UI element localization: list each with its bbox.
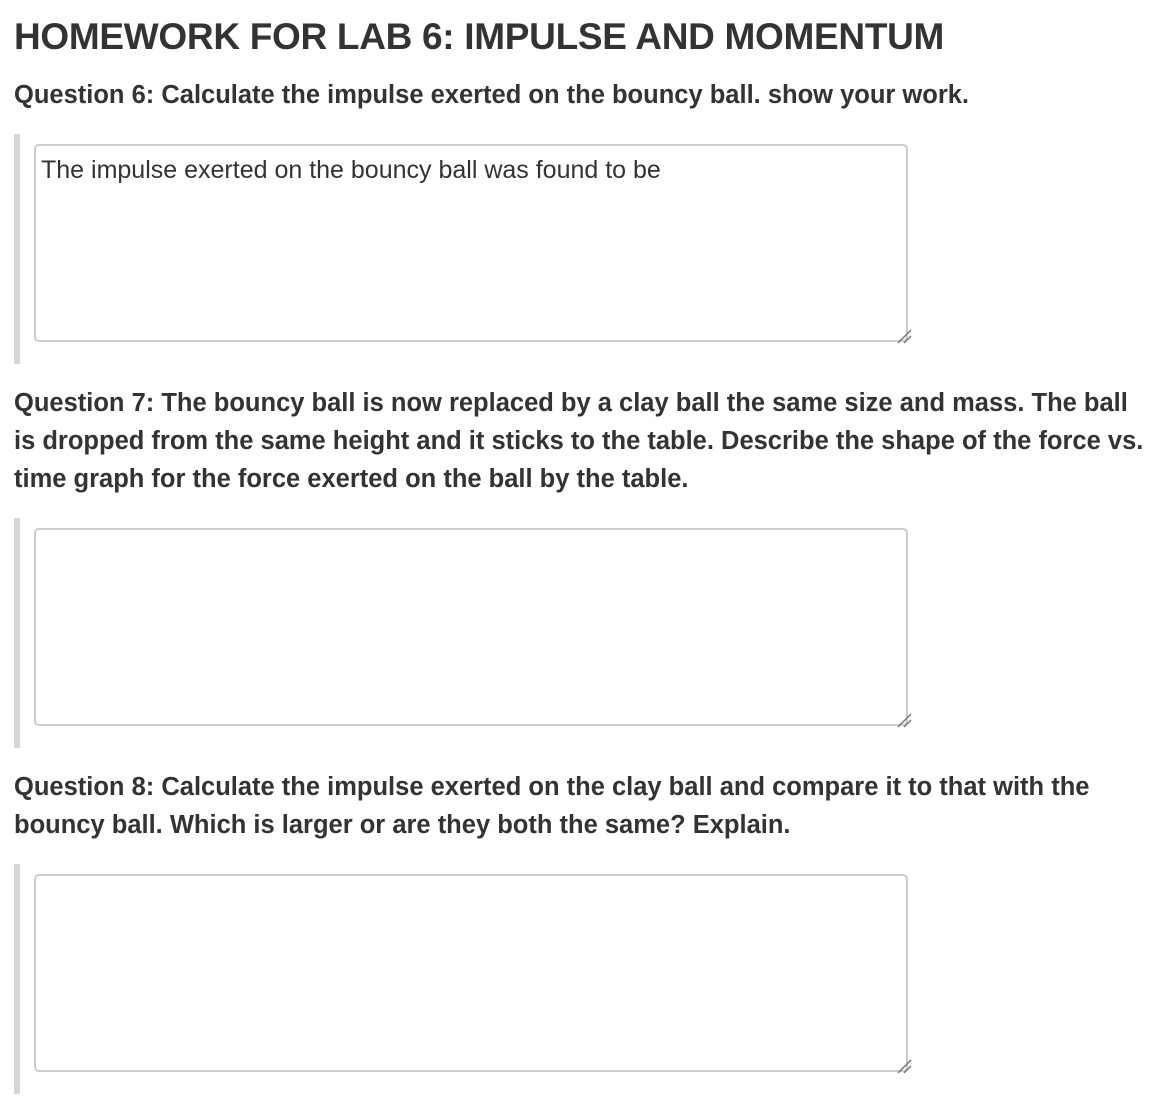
question-7-answer-block <box>14 518 920 748</box>
question-6-answer-field[interactable] <box>34 144 908 342</box>
question-6-answer-block <box>14 134 920 364</box>
question-8-answer-field[interactable] <box>34 874 908 1072</box>
resize-grip-icon[interactable] <box>894 326 912 344</box>
question-8-answer-block <box>14 864 920 1094</box>
question-6-text: Question 6: Calculate the impulse exerted on the bouncy ball. show your work. <box>14 81 970 109</box>
question-8-text: Question 8: Calculate the impulse exerted on the clay ball and compare it to that with the bouncy ball. Which is larger or are they both the same? Explain. <box>14 773 1090 839</box>
page-title: HOMEWORK FOR LAB 6: IMPULSE AND MOMENTUM <box>14 16 945 57</box>
question-7-answer-field[interactable] <box>34 528 908 726</box>
resize-grip-icon[interactable] <box>894 710 912 728</box>
resize-grip-icon[interactable] <box>894 1056 912 1074</box>
question-7-text: Question 7: The bouncy ball is now replaced by a clay ball the same size and mass. The ball is dropped from the same height and it sticks to the table. Describe the shape of the force vs. time graph for the force exerted on the ball by the table. <box>14 389 1144 493</box>
